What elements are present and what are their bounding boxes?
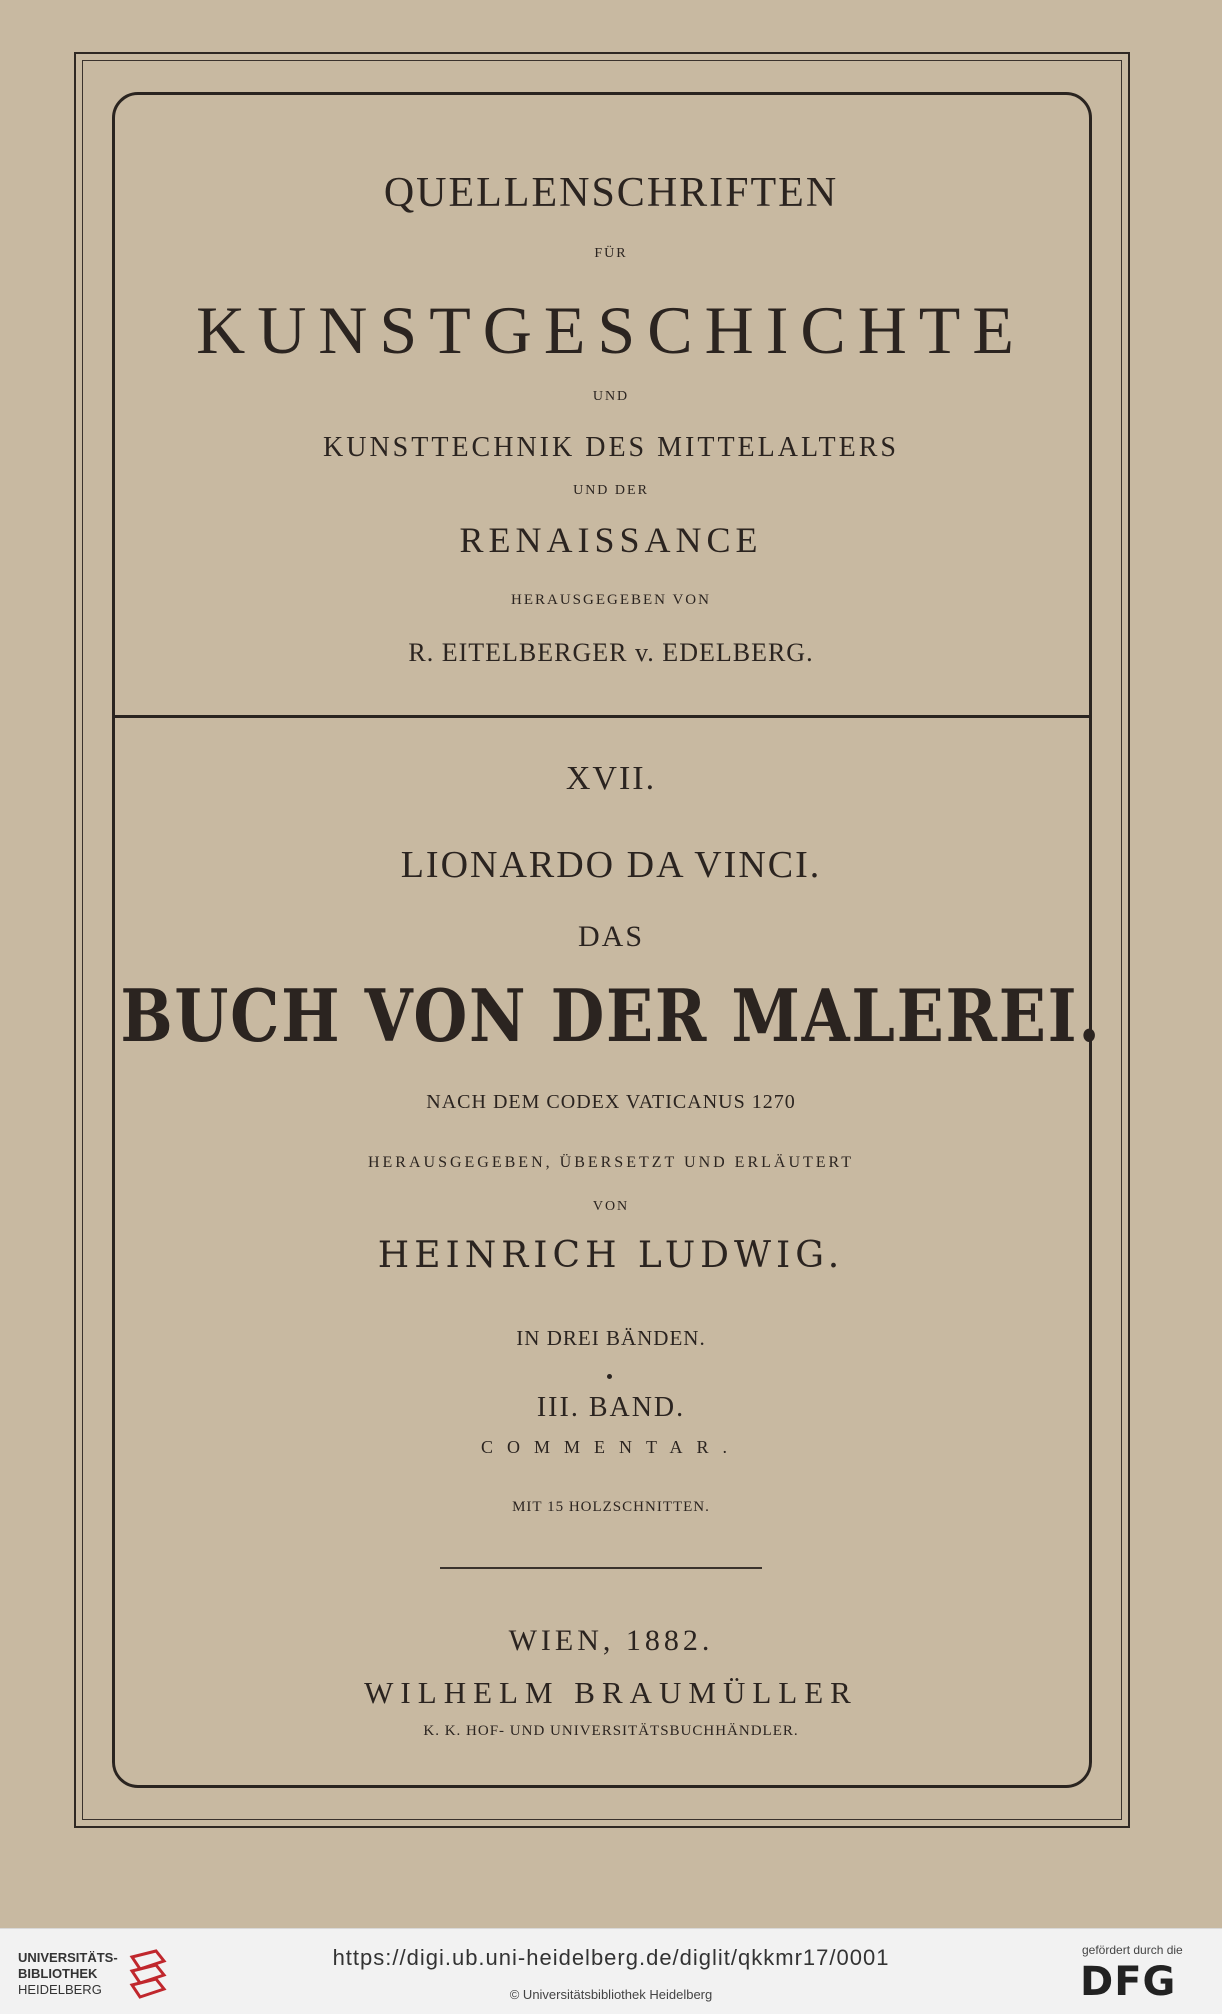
publisher-note: K. K. HOF- UND UNIVERSITÄTSBUCHHÄNDLER. bbox=[423, 1723, 799, 1739]
fuer-text: FÜR bbox=[594, 246, 628, 261]
library-name-line3: HEIDELBERG bbox=[18, 1982, 102, 1997]
von-text: VON bbox=[592, 1199, 630, 1214]
edition-note: HERAUSGEGEBEN, ÜBERSETZT UND ERLÄUTERT bbox=[367, 1154, 855, 1171]
copyright-text: © Universitätsbibliothek Heidelberg bbox=[509, 1987, 713, 2002]
permalink-url[interactable]: https://digi.ub.uni-heidelberg.de/diglit/qkkmr17/0001 bbox=[332, 1945, 890, 1970]
short-rule bbox=[440, 1567, 762, 1569]
ornament-dot bbox=[607, 1374, 612, 1379]
commentar-text: COMMENTAR. bbox=[480, 1437, 742, 1457]
kunstgeschichte-heading: KUNSTGESCHICHTE bbox=[196, 292, 1026, 368]
source-note: NACH DEM CODEX VATICANUS 1270 bbox=[426, 1091, 796, 1113]
series-editor: R. EITELBERGER v. EDELBERG. bbox=[408, 638, 814, 667]
work-title: BUCH VON DER MALEREI. bbox=[120, 973, 1102, 1058]
library-name-line2: BIBLIOTHEK bbox=[18, 1966, 98, 1981]
volume-number: XVII. bbox=[565, 760, 657, 797]
und-der-text: UND DER bbox=[573, 483, 649, 498]
und-text: UND bbox=[592, 389, 630, 404]
series-title: QUELLENSCHRIFTEN bbox=[383, 170, 839, 216]
author-name: LIONARDO DA VINCI. bbox=[400, 844, 822, 886]
volumes-note: IN DREI BÄNDEN. bbox=[516, 1326, 706, 1350]
place-year: WIEN, 1882. bbox=[508, 1624, 714, 1657]
herausgegeben-von-text: HERAUSGEGEBEN VON bbox=[511, 592, 711, 608]
das-text: DAS bbox=[577, 920, 644, 953]
renaissance-heading: RENAISSANCE bbox=[459, 520, 763, 560]
band-number: III. BAND. bbox=[536, 1392, 686, 1423]
section-divider bbox=[112, 715, 1092, 718]
illustrations-note: MIT 15 HOLZSCHNITTEN. bbox=[512, 1499, 710, 1515]
viewer-footer bbox=[0, 1928, 1222, 2014]
funding-note: gefördert durch die bbox=[1082, 1943, 1183, 1957]
editor-name: HEINRICH LUDWIG. bbox=[377, 1235, 845, 1276]
publisher-name: WILHELM BRAUMÜLLER bbox=[364, 1675, 858, 1710]
library-name-line1: UNIVERSITÄTS- bbox=[18, 1950, 118, 1965]
kunsttechnik-heading: KUNSTTECHNIK DES MITTELALTERS bbox=[323, 432, 899, 463]
dfg-logo[interactable]: DFG bbox=[1080, 1959, 1177, 2005]
